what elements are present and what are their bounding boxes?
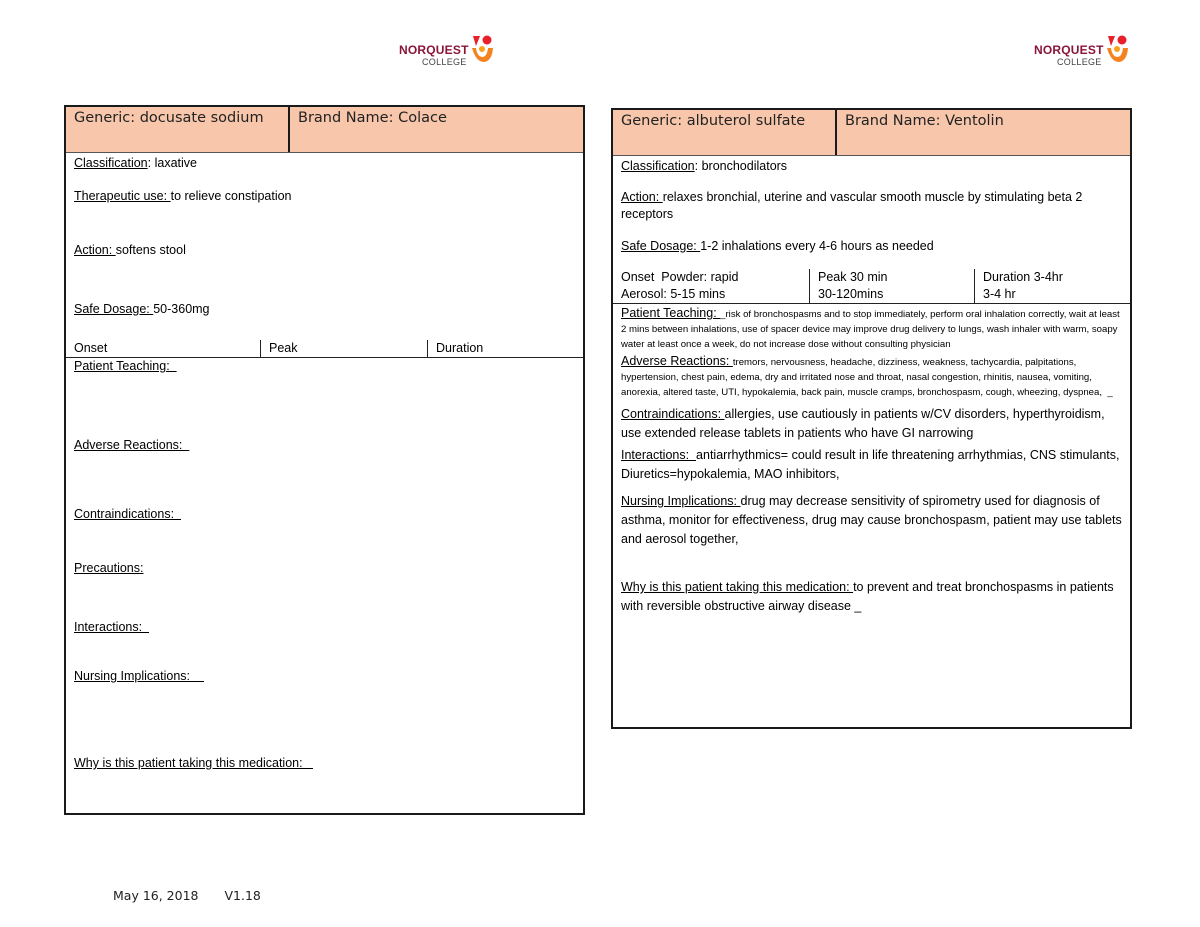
norquest-flame-icon bbox=[470, 34, 494, 64]
generic-name: Generic: albuterol sulfate bbox=[613, 110, 837, 155]
classification-value: : bronchodilators bbox=[694, 159, 788, 173]
onset-cell: Onset bbox=[66, 340, 261, 357]
logo-name: NORQUEST bbox=[1034, 43, 1104, 57]
logo-name: NORQUEST bbox=[399, 43, 469, 57]
patient-teaching-label: Patient Teaching: bbox=[74, 359, 177, 373]
classification-line bbox=[74, 155, 575, 172]
action-value: softens stool bbox=[115, 243, 186, 257]
nursing-implications-label: Nursing Implications: bbox=[621, 494, 741, 508]
action-label: Action: bbox=[621, 190, 663, 204]
onset-cell bbox=[613, 269, 810, 303]
norquest-flame-icon bbox=[1105, 34, 1129, 64]
logo-sub: COLLEGE bbox=[421, 57, 467, 67]
footer-version: V1.18 bbox=[224, 888, 261, 903]
adverse-reactions-label: Adverse Reactions: bbox=[74, 438, 190, 452]
footer-date: May 16, 2018 bbox=[113, 888, 199, 903]
peak-cell bbox=[810, 269, 975, 303]
contraindications-label: Contraindications: bbox=[74, 507, 182, 521]
patient-teaching-value: _risk of bronchospasms and to stop immediately, perform oral inhalation correctly, wait at least 2 mins between inhalations, use of spacer device may improve drug delivery to lungs, wash inhaler with warm, soapy water at least once a week, do not increase dose without consulting physician bbox=[621, 309, 1120, 350]
safe-dosage-line bbox=[621, 238, 1122, 255]
onset-line-2: Aerosol: 5-15 mins bbox=[621, 287, 726, 301]
interactions-block bbox=[621, 446, 1122, 484]
therapeutic-value: to relieve constipation bbox=[170, 189, 292, 203]
safe-dosage-value: 1-2 inhalations every 4-6 hours as needed bbox=[700, 239, 934, 253]
duration-cell bbox=[975, 269, 1130, 303]
drug-card-docusate bbox=[64, 105, 585, 815]
card-body bbox=[66, 155, 583, 318]
page-footer bbox=[113, 888, 261, 903]
action-line bbox=[74, 242, 575, 259]
drug-card-albuterol bbox=[611, 108, 1132, 729]
logo-sub: COLLEGE bbox=[1056, 57, 1102, 67]
brand-name: Brand Name: Ventolin bbox=[845, 113, 1004, 129]
nursing-implications-value: drug may decrease sensitivity of spirometry used for diagnosis of asthma, monitor for effectiveness, drug may cause bronchospasm, patient may use tablets and aerosol together, bbox=[621, 494, 1122, 546]
classification-label: Classification bbox=[621, 159, 695, 173]
patient-teaching-block bbox=[621, 306, 1122, 352]
peak-line-1: Peak 30 min bbox=[818, 270, 888, 284]
therapeutic-label: Therapeutic use: bbox=[74, 189, 171, 203]
contraindications-block bbox=[621, 405, 1122, 443]
card-header bbox=[613, 110, 1130, 156]
brand-name: Brand Name: Colace bbox=[298, 110, 447, 126]
generic-name: Generic: docusate sodium bbox=[66, 107, 290, 152]
peak-line-2: 30-120mins bbox=[818, 287, 884, 301]
safe-dosage-label: Safe Dosage: bbox=[621, 239, 701, 253]
duration-cell: Duration bbox=[436, 341, 484, 355]
nursing-implications-block bbox=[621, 492, 1122, 549]
card-body-lower bbox=[613, 306, 1130, 616]
contraindications-value: allergies, use cautiously in patients w/CV disorders, hyperthyroidism, use extended release tablets in patients who have GI narrowing bbox=[621, 407, 1105, 440]
card-body-lower bbox=[66, 358, 583, 772]
why-taking-value: to prevent and treat bronchospasms in patients with reversible obstructive airway disease _ bbox=[621, 580, 1114, 613]
classification-value: : laxative bbox=[147, 156, 197, 170]
action-value: relaxes bronchial, uterine and vascular smooth muscle by stimulating beta 2 receptors bbox=[621, 190, 1083, 221]
action-line bbox=[621, 189, 1122, 223]
card-header bbox=[66, 107, 583, 153]
why-taking-label: Why is this patient taking this medication: bbox=[621, 580, 854, 594]
why-taking-label: Why is this patient taking this medication: bbox=[74, 756, 313, 770]
onset-peak-duration-row bbox=[66, 340, 583, 358]
precautions-label: Precautions: bbox=[74, 561, 144, 575]
contraindications-label: Contraindications: bbox=[621, 407, 725, 421]
norquest-logo-right bbox=[1034, 34, 1129, 67]
interactions-label: Interactions: bbox=[621, 448, 697, 462]
safe-dosage-label: Safe Dosage: bbox=[74, 302, 154, 316]
action-label: Action: bbox=[74, 243, 116, 257]
adverse-reactions-label: Adverse Reactions: bbox=[621, 354, 733, 368]
peak-cell: Peak bbox=[261, 340, 428, 357]
card-body bbox=[613, 158, 1130, 255]
onset-line-1: Onset Powder: rapid bbox=[621, 270, 739, 284]
classification-line bbox=[621, 158, 1122, 175]
adverse-reactions-block bbox=[621, 354, 1122, 400]
safe-dosage-value: 50-360mg bbox=[153, 302, 210, 316]
interactions-label: Interactions: bbox=[74, 620, 150, 634]
adverse-reactions-value: tremors, nervousness, headache, dizziness, weakness, tachycardia, palpitations, hypertension, chest pain, edema, dry and irritated nose and throat, nasal congestion, rhinitis, nausea, vomiting, anorexia, altered taste, UTI, hypokalemia, back pain, muscle cramps, bronchospasm, cough, wheezing, dyspnea, _ bbox=[621, 357, 1113, 398]
safe-dosage-line bbox=[74, 301, 575, 318]
onset-peak-duration-table bbox=[613, 269, 1130, 304]
norquest-logo-left bbox=[399, 34, 494, 67]
duration-line-1: Duration 3-4hr bbox=[983, 270, 1063, 284]
duration-line-2: 3-4 hr bbox=[983, 287, 1016, 301]
why-taking-block bbox=[621, 578, 1122, 616]
nursing-implications-label: Nursing Implications: bbox=[74, 669, 204, 683]
classification-label: Classification bbox=[74, 156, 148, 170]
therapeutic-line bbox=[74, 188, 575, 205]
patient-teaching-label: Patient Teaching: bbox=[621, 306, 721, 320]
interactions-value: antiarrhythmics= could result in life threatening arrhythmias, CNS stimulants, Diuretics=hypokalemia, MAO inhibitors, bbox=[621, 448, 1120, 481]
